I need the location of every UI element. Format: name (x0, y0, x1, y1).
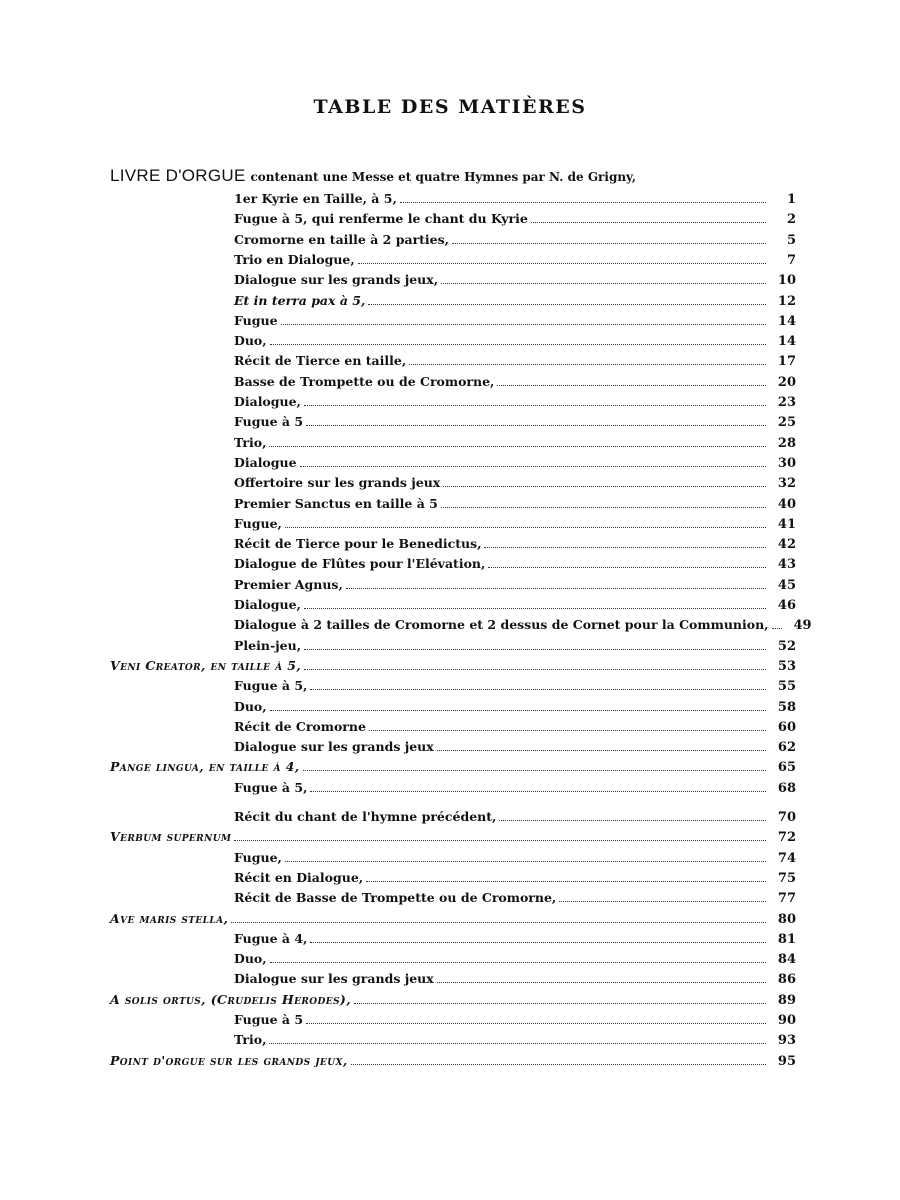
toc-entry (234, 494, 796, 514)
toc-entry (234, 534, 796, 554)
toc-entry-title: Dialogue de Flûtes pour l'Elévation, (234, 556, 486, 572)
book-heading-rest: contenant une Messe et quatre Hymnes par N. de Grigny, (250, 170, 637, 184)
toc-entry-title: Trio, (234, 1032, 267, 1048)
dot-leader (358, 263, 766, 264)
toc-entry-page: 46 (777, 598, 796, 613)
toc-entry (234, 331, 796, 351)
toc-entry (234, 351, 796, 371)
dot-leader (270, 710, 766, 711)
toc-entry (234, 969, 796, 989)
toc-entry-title: Fugue à 4, (234, 930, 308, 946)
toc-entry (234, 270, 796, 290)
toc-entry-page: 17 (777, 354, 796, 370)
toc-entry-title: Premier Agnus, (234, 576, 343, 592)
toc-entry-title: Fugue à 5 (234, 1012, 304, 1027)
dot-leader (304, 649, 766, 650)
toc-entry-title: Verbum supernum (110, 829, 232, 845)
toc-entry-title: Récit de Tierce en taille, (234, 353, 407, 369)
toc-entry-page: 40 (777, 496, 796, 512)
toc-entry-page: 68 (777, 780, 796, 796)
toc-entry (234, 250, 796, 270)
toc-entry-page: 28 (777, 435, 796, 451)
dot-leader (310, 689, 766, 690)
toc-entry-title: Fugue à 5, (234, 678, 308, 694)
toc-entry-page: 14 (777, 313, 796, 329)
toc-entry (234, 888, 796, 908)
toc-entry-title: Dialogue, (234, 597, 301, 612)
toc-entry-title: Duo, (234, 951, 267, 967)
dot-leader (269, 1043, 766, 1044)
toc-entry-title: Récit du chant de l'hymne précédent, (234, 809, 497, 824)
toc-entry-title: Fugue, (234, 849, 282, 865)
dot-leader (437, 982, 766, 983)
toc-entry-page: 60 (777, 719, 796, 735)
toc-entry-page: 14 (777, 334, 796, 350)
toc-entry-title: Et in terra pax à 5, (234, 292, 366, 308)
toc-entry (234, 676, 796, 696)
toc-entry-page: 2 (786, 212, 796, 228)
toc-entry (234, 412, 796, 432)
dot-leader (531, 222, 766, 223)
toc-entry-page: 80 (777, 911, 796, 927)
dot-leader (285, 527, 766, 528)
toc-entry (110, 909, 796, 929)
toc-entry-page: 72 (777, 830, 796, 846)
dot-leader (306, 1023, 766, 1024)
toc-entry-page: 30 (777, 455, 796, 471)
toc-entry-title: Fugue (234, 312, 278, 328)
toc-entry-page: 75 (777, 870, 796, 886)
toc-entry-title: Fugue, (234, 515, 282, 531)
dot-leader (351, 1064, 766, 1065)
dot-leader (306, 425, 766, 426)
toc-entry-page: 10 (777, 273, 796, 289)
toc-entry (234, 209, 796, 229)
toc-entry (234, 189, 796, 209)
toc-entry-title: Récit de Basse de Trompette ou de Cromorne, (234, 890, 557, 906)
dot-leader (310, 942, 766, 943)
toc-entry-title: Trio, (234, 434, 267, 450)
toc-entry-page: 95 (777, 1053, 796, 1069)
dot-leader (300, 466, 766, 467)
toc-entry-page: 81 (777, 931, 796, 947)
toc-entry (234, 615, 812, 635)
toc-entry (234, 514, 796, 534)
toc-entry-page: 86 (777, 972, 796, 988)
toc-entry-title: Duo, (234, 698, 267, 714)
toc-entry-page: 41 (777, 516, 796, 532)
dot-leader (231, 922, 766, 923)
toc-entry-title: Trio en Dialogue, (234, 251, 355, 267)
toc-entry-title: Dialogue sur les grands jeux, (234, 272, 439, 288)
toc-entry (234, 949, 796, 969)
toc-entry (234, 1030, 796, 1050)
toc-entry (234, 595, 796, 615)
toc-entry-title: 1er Kyrie en Taille, à 5, (234, 191, 397, 206)
toc-entry (110, 656, 796, 676)
dot-leader (303, 770, 766, 771)
dot-leader (497, 385, 766, 386)
toc-entry-page: 32 (777, 476, 796, 492)
dot-leader (499, 820, 766, 821)
dot-leader (409, 364, 766, 365)
dot-leader (269, 446, 766, 447)
toc-entry-title: Basse de Trompette ou de Cromorne, (234, 373, 495, 389)
dot-leader (304, 669, 766, 670)
dot-leader (234, 840, 766, 841)
toc-entry (234, 554, 796, 574)
toc-entry (234, 575, 796, 595)
toc-entry-title: Dialogue sur les grands jeux (234, 971, 434, 987)
toc-entry (234, 636, 796, 656)
toc-entry-title: Dialogue (234, 454, 297, 470)
dot-leader (310, 791, 766, 792)
toc-entry (234, 807, 796, 827)
dot-leader (484, 547, 766, 548)
toc-entry-page: 49 (793, 618, 812, 634)
toc-entry-title: Récit en Dialogue, (234, 869, 364, 885)
toc-entry-title: Dialogue à 2 tailles de Cromorne et 2 dessus de Cornet pour la Communion, (234, 617, 769, 633)
dot-leader (772, 628, 782, 629)
toc-entry-page: 93 (777, 1033, 796, 1049)
dot-leader (452, 243, 766, 244)
toc-entry-page: 45 (777, 577, 796, 593)
toc-entry-title: Veni Creator, en taille à 5, (110, 657, 302, 673)
toc-entry-page: 20 (777, 374, 796, 390)
toc-entry-title: Pange lingua, en taille à 4, (110, 759, 300, 775)
toc-entry-title: Récit de Tierce pour le Benedictus, (234, 536, 482, 552)
toc-entry-page: 43 (777, 557, 796, 573)
dot-leader (281, 324, 766, 325)
dot-leader (270, 962, 766, 963)
toc-entry (234, 473, 796, 493)
dot-leader (270, 344, 766, 345)
toc-entry-title: Dialogue, (234, 394, 301, 409)
toc-entry (234, 717, 796, 737)
dot-leader (443, 486, 766, 487)
toc-entry-page: 62 (777, 740, 796, 756)
toc-entry-title: Fugue à 5, qui renferme le chant du Kyrie (234, 211, 528, 227)
toc-entry-title: Ave maris stella, (110, 910, 229, 926)
toc-entry-page: 77 (777, 891, 796, 907)
toc-entry-page: 5 (786, 232, 796, 248)
toc-entry-title: Récit de Cromorne (234, 718, 366, 734)
toc-entry (234, 230, 796, 250)
toc-entry-page: 23 (777, 395, 796, 410)
toc-entry (234, 737, 796, 757)
toc-entry-page: 89 (777, 992, 796, 1008)
dot-leader (559, 901, 766, 902)
page-title: TABLE DES MATIÈRES (313, 96, 587, 118)
toc-entry-page: 53 (777, 658, 796, 674)
dot-leader (400, 202, 766, 203)
toc-entry-title: Fugue à 5, (234, 779, 308, 795)
toc-entry (110, 827, 796, 847)
toc-entry (234, 929, 796, 949)
toc-entry (234, 848, 796, 868)
toc-entry-page: 7 (786, 252, 796, 268)
dot-leader (304, 608, 766, 609)
toc-entry (234, 392, 796, 412)
dot-leader (285, 861, 766, 862)
toc-entry-page: 58 (777, 699, 796, 715)
toc-entry (110, 990, 796, 1010)
toc-entry-title: Point d'orgue sur les grands jeux, (110, 1052, 348, 1068)
toc-entry-title: Duo, (234, 333, 267, 349)
toc-entry-page: 52 (777, 638, 796, 654)
dot-leader (366, 881, 766, 882)
toc-entry-title: Offertoire sur les grands jeux (234, 475, 441, 491)
dot-leader (441, 507, 766, 508)
toc-entry (110, 1051, 796, 1071)
dot-leader (437, 750, 766, 751)
toc-entry-title: Fugue à 5 (234, 414, 304, 430)
toc-entry (234, 1010, 796, 1030)
toc-entry (234, 311, 796, 331)
toc-entry (234, 372, 796, 392)
toc-entry-title: Cromorne en taille à 2 parties, (234, 231, 450, 247)
dot-leader (368, 304, 766, 305)
toc-entry-page: 55 (777, 679, 796, 695)
toc-entry (234, 291, 796, 311)
toc-entry (234, 868, 796, 888)
toc-entry-page: 42 (777, 537, 796, 553)
dot-leader (488, 567, 766, 568)
toc-entry-page: 65 (777, 760, 796, 776)
dot-leader (354, 1003, 766, 1004)
toc-entry-page: 90 (777, 1013, 796, 1028)
book-heading (110, 166, 636, 186)
toc-entry-page: 1 (786, 192, 796, 207)
toc-entry-title: Premier Sanctus en taille à 5 (234, 495, 438, 511)
toc-entry (234, 778, 796, 798)
toc-entry (110, 757, 796, 777)
dot-leader (304, 405, 766, 406)
toc-entry (234, 697, 796, 717)
dot-leader (346, 588, 766, 589)
toc-entry-page: 70 (777, 810, 796, 825)
toc-entry (234, 433, 796, 453)
book-heading-lead: LIVRE D'ORGUE (110, 166, 246, 185)
toc-entry-page: 12 (777, 293, 796, 309)
toc-entry-page: 25 (777, 415, 796, 431)
dot-leader (441, 283, 766, 284)
toc-entry (234, 453, 796, 473)
toc-entry-title: Dialogue sur les grands jeux (234, 739, 434, 755)
dot-leader (369, 730, 766, 731)
toc-entry-page: 74 (777, 850, 796, 866)
toc-entry-page: 84 (777, 952, 796, 968)
toc-entry-title: A solis ortus, (Crudelis Herodes), (110, 991, 351, 1007)
toc-entry-title: Plein-jeu, (234, 637, 302, 653)
